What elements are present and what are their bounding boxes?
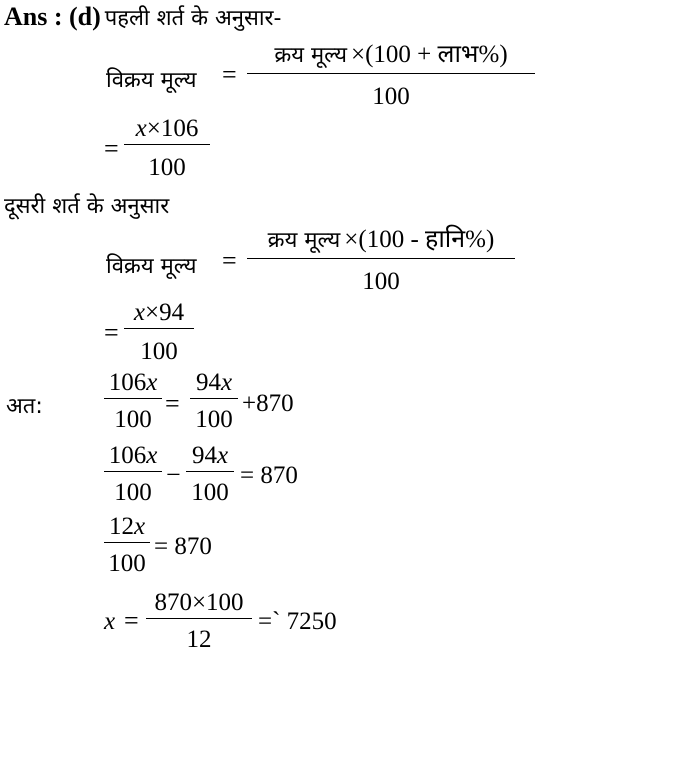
- variable-x: x: [133, 513, 146, 540]
- selling-price-label: विक्रय मूल्य: [106, 254, 197, 279]
- equals-sign: =: [222, 60, 237, 89]
- fraction-numerator: [247, 40, 535, 73]
- equals-sign: =: [165, 389, 180, 418]
- fraction-denominator: 100: [140, 338, 178, 365]
- fraction-numerator: [247, 225, 515, 258]
- fraction-numerator: [124, 114, 210, 144]
- plus-870: +870: [242, 390, 294, 417]
- condition-two-heading: दूसरी शर्त के अनुसार: [4, 194, 170, 219]
- fraction-cost-loss: [247, 225, 515, 297]
- equals-870: = 870: [240, 462, 298, 489]
- fraction-denominator: 100: [108, 550, 146, 577]
- fraction-denominator: 100: [195, 406, 233, 433]
- numerator-value: 94: [195, 369, 221, 396]
- fraction-denominator: 12: [186, 626, 212, 653]
- loss-expression: ×(100 - हानि%): [344, 226, 495, 253]
- variable-x: x: [104, 608, 116, 635]
- answer-heading: [4, 2, 282, 32]
- numerator-value: ×94: [145, 299, 185, 326]
- fraction-numerator: [104, 512, 150, 542]
- numerator-value: 106: [108, 442, 147, 469]
- condition-one-heading: पहली शर्त के अनुसार-: [104, 6, 282, 31]
- variable-x: x: [133, 299, 145, 326]
- equals-sign: =: [124, 606, 139, 635]
- fraction-106x: [104, 368, 162, 435]
- selling-price-label: विक्रय मूल्य: [106, 68, 197, 93]
- fraction-94x: [190, 368, 238, 435]
- variable-x: x: [146, 442, 158, 469]
- variable-x: x: [146, 369, 158, 396]
- equals-sign: =: [104, 134, 119, 163]
- profit-expression: ×(100 + लाभ%): [350, 41, 508, 68]
- fraction-denominator: 100: [191, 479, 229, 506]
- cost-price-label: क्रय मूल्य: [274, 43, 347, 68]
- fraction-x-94: [124, 298, 194, 367]
- numerator-value: 94: [191, 442, 217, 469]
- fraction-numerator: [190, 368, 238, 398]
- fraction-870x100-over-12: [146, 588, 252, 655]
- final-answer-value: =` 7250: [258, 608, 337, 635]
- numerator-value: 12: [108, 513, 134, 540]
- numerator-value: ×106: [146, 115, 199, 142]
- fraction-numerator: [186, 441, 234, 471]
- fraction-cost-profit: [247, 40, 535, 112]
- equals-sign: =: [104, 318, 119, 347]
- fraction-numerator: [124, 298, 194, 328]
- fraction-denominator: 100: [148, 154, 186, 181]
- minus-sign: −: [166, 460, 181, 489]
- equals-sign: =: [222, 246, 237, 275]
- answer-label: Ans : (d): [4, 2, 101, 31]
- fraction-denominator: 100: [372, 83, 410, 110]
- numerator-value: 106: [108, 369, 147, 396]
- fraction-denominator: 100: [114, 406, 152, 433]
- variable-x: x: [220, 369, 233, 396]
- fraction-106x: [104, 441, 162, 508]
- fraction-94x: [186, 441, 234, 508]
- fraction-numerator: [104, 441, 162, 471]
- equals-870: = 870: [154, 533, 212, 560]
- fraction-numerator: 870×100: [154, 589, 244, 616]
- fraction-12x: [104, 512, 150, 579]
- therefore-label: अत:: [6, 394, 43, 419]
- cost-price-label: क्रय मूल्य: [267, 228, 341, 253]
- variable-x: x: [135, 115, 147, 142]
- fraction-numerator: [104, 368, 162, 398]
- fraction-denominator: 100: [114, 479, 152, 506]
- fraction-x-106: [124, 114, 210, 183]
- fraction-denominator: 100: [362, 268, 400, 295]
- variable-x: x: [216, 442, 229, 469]
